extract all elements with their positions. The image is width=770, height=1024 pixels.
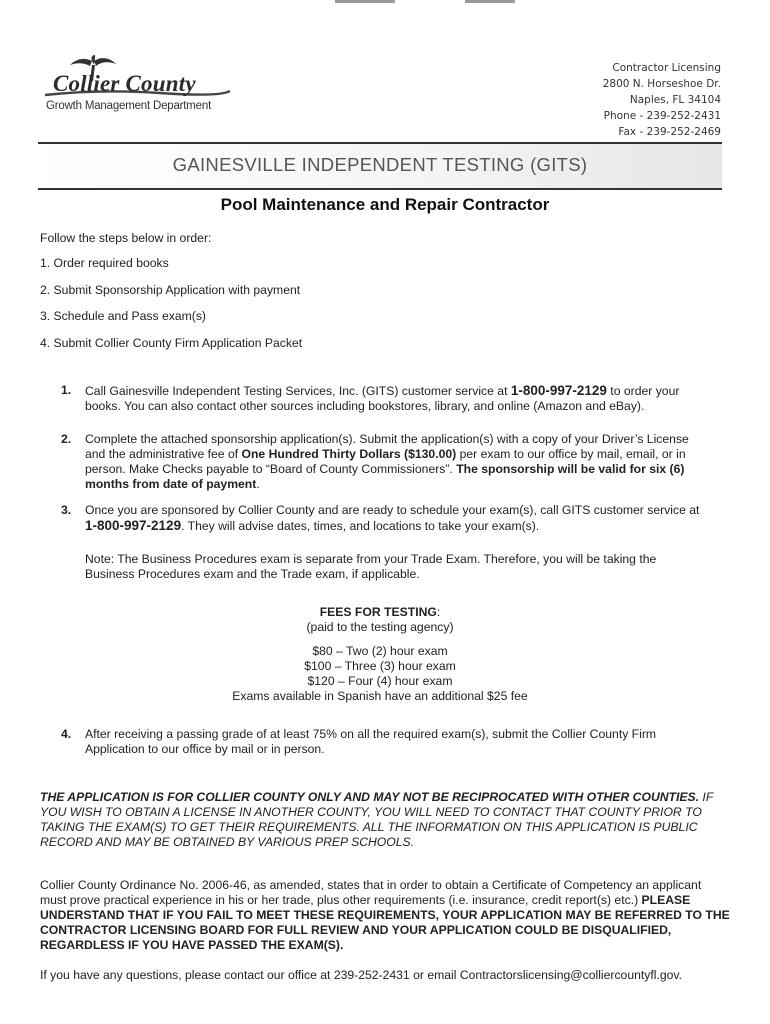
logo-subtitle: Growth Management Department — [46, 100, 212, 112]
fees-title: FEES FOR TESTING — [319, 605, 437, 619]
scan-artifact — [465, 0, 515, 3]
fees-heading: FEES FOR TESTING: (paid to the testing agency) — [150, 605, 610, 635]
contact-block — [603, 60, 721, 140]
instruction-3: 3. Once you are sponsored by Collier County and are ready to schedule your exam(s), call GITS customer service at 1-800-997-2129. They will advise dates, times, and locations to take your exam(s). — [61, 503, 700, 533]
fee-line: Exams available in Spanish have an additional $25 fee — [232, 689, 528, 703]
instruction-number: 2. — [61, 432, 72, 446]
scan-artifact — [335, 0, 395, 3]
instruction-1: 1. Call Gainesville Independent Testing Services, Inc. (GITS) customer service at 1-800-997-2129 to order your books. You can also contact other sources including bookstores, library, and online (Amazon and eBay). — [61, 383, 680, 413]
collier-county-logo — [40, 55, 240, 117]
instruction-2: 2. Complete the attached sponsorship application(s). Submit the application(s) with a copy of your Driver’s License and the administrative fee of One Hundred Thirty Dollars ($130.00) per exam to our office by mail, email, or in person. Make Checks payable to “Board of County Commissioners”. The sponsorship will be valid for six (6) months from date of payment. — [61, 432, 689, 491]
instruction-number: 4. — [61, 727, 72, 741]
step-2: 2. Submit Sponsorship Application with payment — [40, 283, 301, 297]
phone-number: 1-800-997-2129 — [510, 383, 607, 398]
contact-city: Naples, FL 34104 — [629, 94, 721, 106]
contact-phone: Phone - 239-252-2431 — [603, 110, 721, 122]
step-1: 1. Order required books — [40, 256, 169, 270]
ordinance-paragraph: Collier County Ordinance No. 2006-46, as amended, states that in order to obtain a Certificate of Competency an applicant must prove practical experience in his or her trade, plus other requirements (i.e. insurance, credit report(s) etc.) PLEASE UNDERSTAND THAT IF YOU FAIL TO MEET THESE REQUIREMENTS, YOUR APPLICATION MAY BE REFERRED TO THE CONTRACTOR LICENSING BOARD FOR FULL REVIEW AND YOUR APPLICATION COULD BE DISQUALIFIED, REGARDLESS IF YOU HAVE PASSED THE EXAM(S). — [40, 878, 730, 952]
fee-line: $80 – Two (2) hour exam — [312, 644, 448, 658]
contact-questions: If you have any questions, please contact our office at 239-252-2431 or email Contractorslicensing@colliercountyfl.gov. — [40, 968, 682, 982]
validity-notice: The sponsorship will be valid for six (6) months from date of payment — [85, 462, 685, 491]
instruction-number: 1. — [61, 383, 72, 397]
reciprocity-warning: THE APPLICATION IS FOR COLLIER COUNTY ONLY AND MAY NOT BE RECIPROCATED WITH OTHER COUNTIES. IF YOU WISH TO OBTAIN A LICENSE IN ANOTHER COUNTY, YOU WILL NEED TO CONTACT THAT COUNTY PRIOR TO TAKING THE EXAM(S) TO GET THEIR REQUIREMENTS. ALL THE INFORMATION ON THIS APPLICATION IS PUBLIC RECORD AND MAY BE OBTAINED BY VARIOUS PREP SCHOOLS. — [40, 790, 714, 849]
fees-list — [150, 644, 610, 704]
banner-bottom-rule — [38, 188, 722, 190]
step-4: 4. Submit Collier County Firm Application Packet — [40, 336, 303, 350]
phone-number: 1-800-997-2129 — [85, 518, 182, 533]
fee-amount: One Hundred Thirty Dollars ($130.00) — [241, 447, 457, 461]
fee-line: $100 – Three (3) hour exam — [304, 659, 456, 673]
banner-title: GAINESVILLE INDEPENDENT TESTING (GITS) — [172, 154, 588, 175]
logo-name: Collier County — [53, 71, 196, 96]
fee-line: $120 – Four (4) hour exam — [307, 674, 453, 688]
contact-department: Contractor Licensing — [612, 62, 721, 74]
instruction-number: 3. — [61, 503, 72, 517]
instruction-4: 4. After receiving a passing grade of at least 75% on all the required exam(s), submit the Collier County Firm Application to our office by mail or in person. — [61, 727, 657, 756]
step-3: 3. Schedule and Pass exam(s) — [40, 309, 206, 323]
intro-text: Follow the steps below in order: — [40, 231, 212, 245]
contact-address: 2800 N. Horseshoe Dr. — [602, 78, 721, 90]
contact-fax: Fax - 239-252-2469 — [618, 126, 721, 138]
exam-note: Note: The Business Procedures exam is separate from your Trade Exam. Therefore, you will be taking the Business Procedures exam and the Trade exam, if applicable. — [85, 552, 657, 581]
fees-subtitle: (paid to the testing agency) — [306, 620, 454, 634]
document-title: Pool Maintenance and Repair Contractor — [220, 195, 550, 214]
banner — [38, 144, 722, 188]
